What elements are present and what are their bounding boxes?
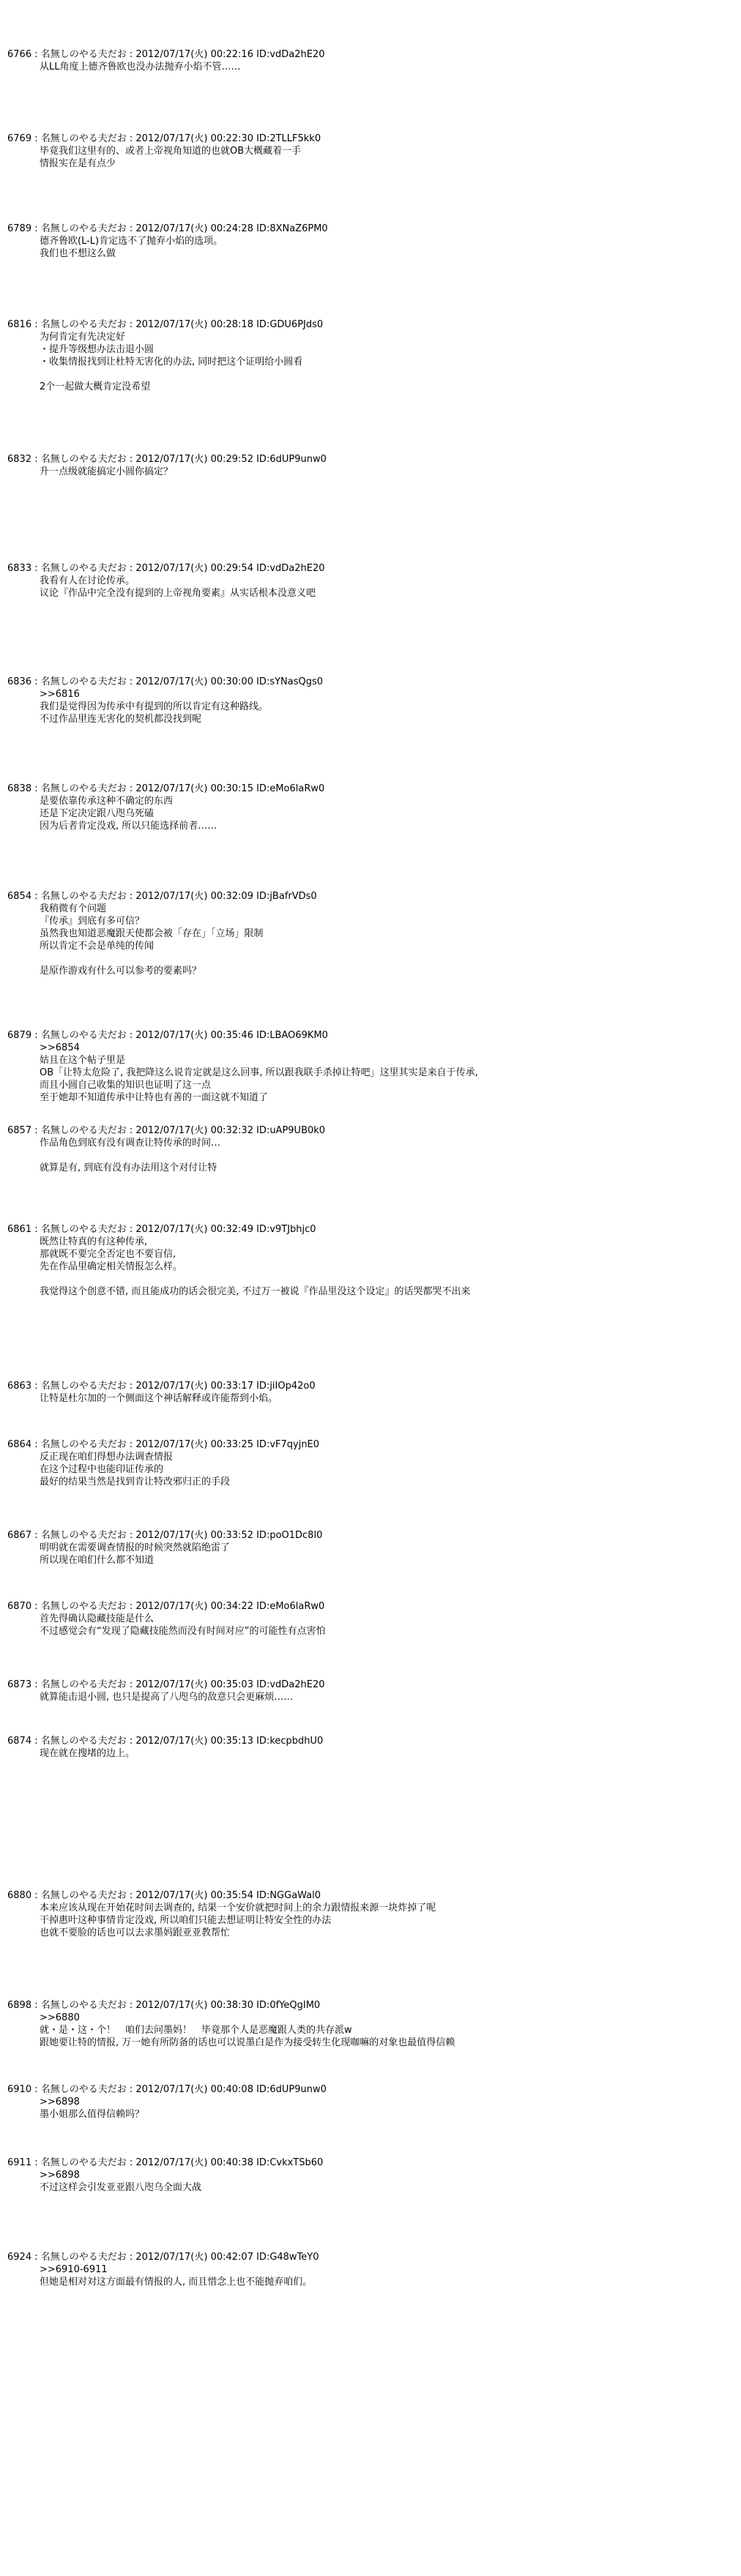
post-header: 6870 : 名無しのやる夫だお : 2012/07/17(火) 00:34:22 ID:eMo6laRw0 (7, 1601, 325, 1612)
post-header: 6838 : 名無しのやる夫だお : 2012/07/17(火) 00:30:15 ID:eMo6laRw0 (7, 783, 325, 794)
post-line: 所以现在咱们什么都不知道 (40, 1555, 154, 1566)
post-body (40, 1691, 728, 1703)
post-line: 作品角色到底有没有调查让特传承的时间… (40, 1138, 221, 1149)
post-body (40, 688, 728, 725)
post-header: 6864 : 名無しのやる夫だお : 2012/07/17(火) 00:33:25 ID:vF7qyjnE0 (7, 1439, 320, 1450)
post-line: 那就既不要完全否定也不要盲信, (40, 1249, 176, 1260)
post-line (40, 1273, 728, 1285)
post-body (40, 2263, 728, 2288)
post-line (40, 1149, 728, 1162)
post-line: 『传承』到底有多可信？ (40, 916, 145, 927)
post-line: 虽然我也知道恶魔跟天使都会被「存在」「立场」限制 (40, 928, 264, 939)
post-line: 至于她却不知道传承中让特也有善的一面这就不知道了 (40, 1092, 269, 1103)
post-line: 议论『作品中完全没有提到的上帝视角要素』从实话根本没意义吧 (40, 588, 316, 599)
post-line: 我觉得这个创意不错, 而且能成功的话会很完美, 不过万一被说『作品里没这个设定』的话哭都哭不出来 (40, 1286, 471, 1297)
post-line: 先在作品里确定相关情报怎么样。 (40, 1261, 183, 1272)
post-line: 情报实在是有点少 (40, 158, 116, 169)
post-header: 6836 : 名無しのやる夫だお : 2012/07/17(火) 00:30:00 ID:sYNasQgs0 (7, 676, 324, 687)
post-line: 首先得确认隐藏技能是什么 (40, 1613, 154, 1624)
post-body (40, 331, 728, 393)
post-line: 明明就在需要调查情报的时候突然就陷绝雷了 (40, 1542, 231, 1553)
post-body (40, 2012, 728, 2049)
post-line: 就算能击退小圆, 也只是提高了八咫乌的敌意只会更麻烦…… (40, 1692, 294, 1703)
post-body (40, 1042, 728, 1104)
reply-anchor-link[interactable]: >>6898 (40, 2097, 80, 2108)
post-line: 让特是杜尔加的一个侧面这个神话解释或许能帮到小焰。 (40, 1393, 278, 1404)
post-body (40, 235, 728, 260)
post-line: 跟她要让特的情报, 万一她有所防备的话也可以说墨白是作为接受转生化现咖嘛的对象也最值得信赖 (40, 2037, 455, 2048)
post-header: 6766 : 名無しのやる夫だお : 2012/07/17(火) 00:22:16 ID:vdDa2hE20 (7, 49, 325, 60)
post-line (40, 952, 728, 965)
post-line: ・收集情报找到让杜特无害化的办法, 同时把这个证明给小圆看 (40, 356, 303, 367)
post-line: 在这个过程中也能印证传承的 (40, 1464, 164, 1475)
post-line: 2个一起做大概肯定没希望 (40, 381, 151, 392)
post-line: 墨小姐那么值得信赖吗？ (40, 2109, 145, 2120)
post-line: 最好的结果当然是找到肯让特改邪归正的手段 (40, 1476, 231, 1487)
reply-anchor-link[interactable]: >>6854 (40, 1042, 80, 1053)
post-line: 既然让特真的有这种传承, (40, 1236, 148, 1247)
post-body (40, 575, 728, 600)
post-line: 但她是相对対这方面最有情报的人, 而且惜念上也不能抛弃咱们。 (40, 2277, 313, 2288)
post-line: 现在就在搜堵的边上。 (40, 1748, 135, 1759)
post-header: 6769 : 名無しのやる夫だお : 2012/07/17(火) 00:22:30 ID:2TLLF5kk0 (7, 133, 321, 144)
post-header: 6867 : 名無しのやる夫だお : 2012/07/17(火) 00:33:52 ID:poO1Dc8l0 (7, 1530, 323, 1541)
post-body (40, 1613, 728, 1638)
post-body (40, 2096, 728, 2121)
post-body (40, 1137, 728, 1174)
post-header: 6880 : 名無しのやる夫だお : 2012/07/17(火) 00:35:54 ID:NGGaWal0 (7, 1890, 321, 1901)
reply-anchor-link[interactable]: >>6898 (40, 2170, 80, 2181)
post-body (40, 2169, 728, 2194)
post-header: 6898 : 名無しのやる夫だお : 2012/07/17(火) 00:38:30 ID:0fYeQgIM0 (7, 2000, 321, 2011)
post-body (40, 795, 728, 832)
post-line: 为何肯定有先决定好 (40, 332, 126, 343)
post-header: 6833 : 名無しのやる夫だお : 2012/07/17(火) 00:29:54 ID:vdDa2hE20 (7, 563, 325, 574)
post-line: 本来应该从现在开始花时间去调查的, 结果一个安价就把时间上的余力跟情报来源一块炸掉了呢 (40, 1903, 436, 1914)
reply-anchor-link[interactable]: >>6880 (40, 2012, 80, 2023)
post-line: 也就不要脸的话也可以去求墨妈跟亚亚教帮忙 (40, 1927, 231, 1938)
post-line: 就・是・这・个！ 咱们去问墨妈！ 毕竟那个人是恶魔跟人类的共存派w (40, 2025, 352, 2036)
post-body (40, 1392, 728, 1405)
post-header: 6861 : 名無しのやる夫だお : 2012/07/17(火) 00:32:49 ID:v9TJbhjc0 (7, 1224, 316, 1235)
post-line: 反正现在咱们得想办法调查情报 (40, 1452, 174, 1463)
post-header: 6874 : 名無しのやる夫だお : 2012/07/17(火) 00:35:13 ID:kecpbdhU0 (7, 1736, 324, 1747)
post-header: 6910 : 名無しのやる夫だお : 2012/07/17(火) 00:40:08 ID:6dUP9unw0 (7, 2084, 327, 2095)
post-header: 6911 : 名無しのやる夫だお : 2012/07/17(火) 00:40:38 ID:CvkxTSb60 (7, 2157, 324, 2168)
post-line: OB「让特太危险了, 我把降这么说肯定就是这么回事, 所以跟我联手杀掉让特吧」这里其实是来自于传承, (40, 1067, 478, 1078)
post-line: 就算是有, 到底有没有办法用这个对付让特 (40, 1162, 217, 1173)
post-body (40, 1236, 728, 1298)
post-line: 还是下定决定跟八咫乌死磕 (40, 808, 154, 819)
post-line: 姑且在这个帖子里是 (40, 1055, 126, 1066)
post-body (40, 1542, 728, 1567)
post-header: 6873 : 名無しのやる夫だお : 2012/07/17(火) 00:35:03 ID:vdDa2hE20 (7, 1679, 325, 1690)
post-header: 6924 : 名無しのやる夫だお : 2012/07/17(火) 00:42:07 ID:G48wTeY0 (7, 2252, 319, 2263)
post-header: 6789 : 名無しのやる夫だお : 2012/07/17(火) 00:24:28 ID:8XNaZ6PM0 (7, 223, 328, 234)
post-line: 因为后者肯定没戏, 所以只能选择前者…… (40, 821, 217, 832)
post-line: 我们是觉得因为传承中有提到的所以肯定有这种路线。 (40, 701, 269, 712)
post-line: 不过作品里连无害化的契机都没找到呢 (40, 714, 202, 725)
post-body (40, 1902, 728, 1939)
post-header: 6879 : 名無しのやる夫だお : 2012/07/17(火) 00:35:46 ID:LBAO69KM0 (7, 1030, 328, 1041)
post-line: 而且小圆自己收集的知识也证明了这一点 (40, 1080, 212, 1091)
reply-anchor-link[interactable]: >>6910-6911 (40, 2264, 108, 2275)
post-body (40, 145, 728, 170)
reply-anchor-link[interactable]: >>6816 (40, 689, 80, 700)
post-line: 不过感觉会有“发现了隐藏技能然而没有时间对应”的可能性有点害怕 (40, 1626, 326, 1637)
post-line (40, 368, 728, 381)
post-header: 6863 : 名無しのやる夫だお : 2012/07/17(火) 00:33:17 ID:jiIOp42o0 (7, 1381, 316, 1392)
post-line: ・提升等级想办法击退小圆 (40, 344, 154, 355)
post-line: 我看有人在讨论传承。 (40, 575, 135, 586)
post-line: 升一点级就能搞定小圆你搞定？ (40, 466, 174, 477)
post-body (40, 1747, 728, 1760)
post-line: 不过这样会引发亚亚跟八咫乌全面大战 (40, 2182, 202, 2193)
post-line: 毕竟我们这里有的、或者上帝视角知道的也就OB大概藏着一手 (40, 146, 302, 157)
post-line: 所以肯定不会是单纯的传闻 (40, 941, 154, 952)
post-line: 我稍微有个问题 (40, 903, 107, 914)
post-header: 6857 : 名無しのやる夫だお : 2012/07/17(火) 00:32:32 ID:uAP9UB0k0 (7, 1125, 326, 1136)
post-line: 从LL角度上德齐鲁欧也没办法抛弃小焰不管…… (40, 61, 241, 72)
post-header: 6832 : 名無しのやる夫だお : 2012/07/17(火) 00:29:52 ID:6dUP9unw0 (7, 454, 327, 465)
post-line: 是原作游戏有什么可以参考的要素吗？ (40, 966, 202, 977)
post-body (40, 1451, 728, 1488)
post-line: 德齐鲁欧(L-L)肯定选不了抛弃小焰的选项。 (40, 236, 223, 247)
post-header: 6816 : 名無しのやる夫だお : 2012/07/17(火) 00:28:18 ID:GDU6PJds0 (7, 319, 324, 330)
post-body (40, 466, 728, 478)
post-body (40, 61, 728, 73)
post-line: 干掉惠叶这种事情肯定没戏, 所以咱们只能去想证明让特安全性的办法 (40, 1915, 332, 1926)
post-header: 6854 : 名無しのやる夫だお : 2012/07/17(火) 00:32:09 ID:jBafrVDs0 (7, 891, 317, 902)
post-line: 我们也不想这么做 (40, 248, 116, 259)
post-body (40, 903, 728, 977)
post-line: 是要依靠传承这种不确定的东西 (40, 796, 174, 807)
